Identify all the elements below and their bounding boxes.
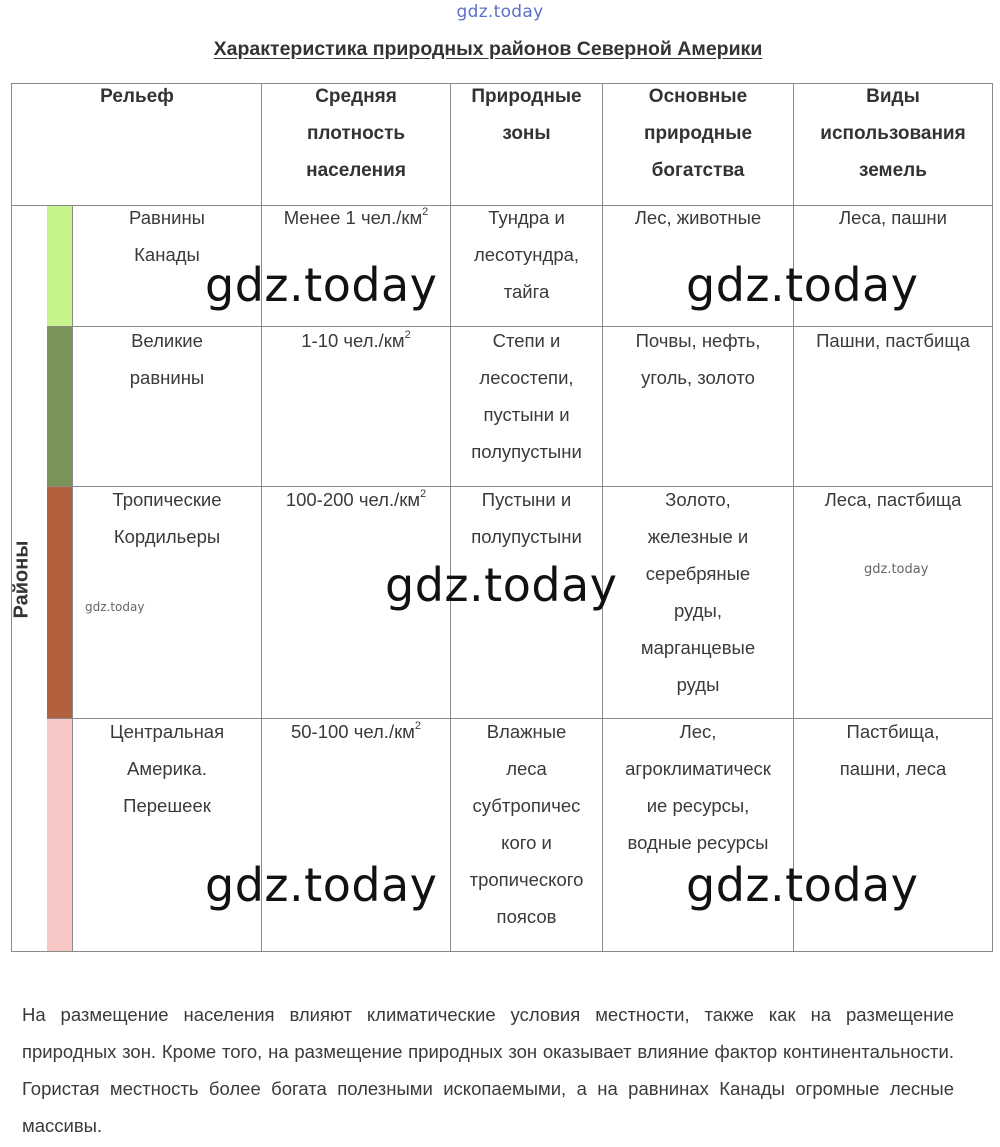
document-title: Характеристика природных районов Северной Америки <box>213 38 763 60</box>
cell-density <box>262 713 450 750</box>
cell-land-use: Леса, пашни <box>839 207 947 228</box>
cell-density-exponent: 2 <box>414 720 422 732</box>
top-watermark: gdz.today <box>456 2 544 22</box>
watermark: gdz.today <box>385 558 618 612</box>
watermark: gdz.today <box>205 258 438 312</box>
header-density: Средняя плотность населения <box>306 86 406 181</box>
cell-resources: Почвы, нефть, уголь, золото <box>635 330 761 388</box>
conclusion-paragraph: На размещение населения влияют климатические условия местности, также как на размещение природных зон. Кроме того, на размещение природных зон оказывает влияние фактор континентальности. Гористая местность более богата полезными ископаемыми, а на равнинах Канады огромные лесные массивы. <box>22 1004 954 1136</box>
region-color-band-central-america <box>47 719 72 951</box>
header-land-use: Виды использования земель <box>820 86 966 181</box>
watermark: gdz.today <box>686 258 919 312</box>
cell-density-exponent: 2 <box>420 488 427 500</box>
cell-land-use: Пастбища, пашни, леса <box>839 721 947 779</box>
region-color-band-canada <box>47 206 72 326</box>
cell-relief: Тропические Кордильеры <box>112 489 222 547</box>
side-label-text: Районы <box>10 540 33 619</box>
cell-density-exponent: 2 <box>404 329 411 341</box>
cell-density-text: 100-200 чел./км <box>285 489 421 510</box>
cell-relief: Равнины Канады <box>129 207 205 265</box>
cell-land-use: Пашни, пастбища <box>816 330 970 351</box>
table-border-right <box>992 83 993 952</box>
cell-density-text: Менее 1 чел./км <box>283 207 423 228</box>
header-relief: Рельеф <box>100 86 174 107</box>
cell-resources: Лес, животные <box>634 207 762 228</box>
cell-density <box>262 481 450 518</box>
watermark: gdz.today <box>686 858 919 912</box>
cell-zones: Степи и лесостепи, пустыни и полупустыни <box>471 330 582 462</box>
cell-density-text: 1-10 чел./км <box>301 330 405 351</box>
cell-relief: Центральная Америка. Перешеек <box>109 721 225 816</box>
cell-zones: Влажные леса субтропичес кого и тропического поясов <box>469 721 584 927</box>
cell-density <box>262 199 450 236</box>
cell-resources: Лес, агроклиматическ ие ресурсы, водные ресурсы <box>625 721 771 853</box>
cell-density-text: 50-100 чел./км <box>290 721 415 742</box>
header-zones: Природные зоны <box>471 86 582 144</box>
table-border-left <box>11 83 12 952</box>
watermark: gdz.today <box>205 858 438 912</box>
band-border-right <box>72 205 73 952</box>
cell-density <box>262 322 450 359</box>
cell-zones: Тундра и лесотундра, тайга <box>473 207 580 302</box>
table-border-bottom <box>11 951 993 952</box>
header-resources: Основные природные богатства <box>643 86 753 181</box>
cell-density-exponent: 2 <box>422 206 429 218</box>
cell-resources: Золото, железные и серебряные руды, марганцевые руды <box>640 489 756 695</box>
cell-land-use: Леса, пастбища <box>824 489 962 510</box>
region-color-band-great-plains <box>47 327 72 486</box>
watermark-small: gdz.today <box>864 562 929 577</box>
cell-zones: Пустыни и полупустыни <box>471 489 582 547</box>
cell-relief: Великие равнины <box>129 330 205 388</box>
region-color-band-cordillera <box>47 487 72 718</box>
watermark-small: gdz.today <box>85 600 145 614</box>
